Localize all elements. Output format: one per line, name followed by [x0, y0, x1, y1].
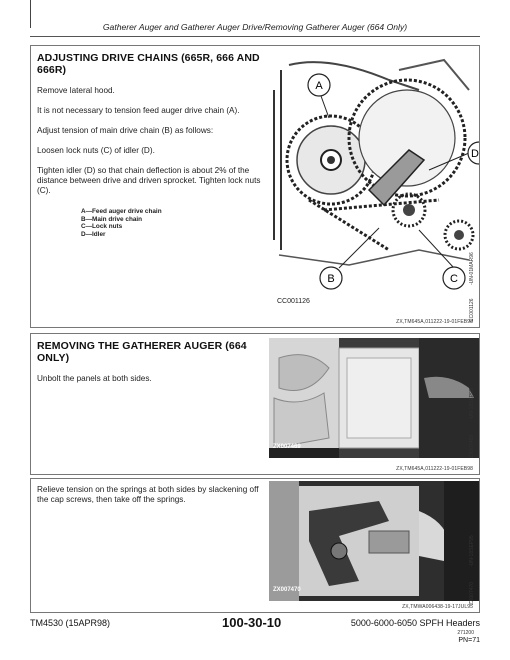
figure-caption: ZX,TMWA006438-19-17JUL95: [402, 604, 473, 610]
figure-side-code: ZX007470: [469, 581, 475, 605]
legend-item: B—Main drive chain: [81, 215, 143, 223]
paragraph: Unbolt the panels at both sides.: [37, 374, 152, 383]
footer-date: 271200: [457, 630, 474, 636]
section-adjusting-drive-chains: [30, 45, 480, 328]
figure-caption: ZX,TM645A,011222-19-01FEB98: [396, 319, 473, 325]
figure-caption: ZX,TM645A,011222-19-01FEB98: [396, 466, 473, 472]
paragraph: Loosen lock nuts (C) of idler (D).: [37, 146, 155, 155]
figure-id-label: ZX007470: [273, 587, 301, 593]
page-number: 100-30-10: [222, 615, 282, 630]
callout-d: D: [471, 148, 479, 160]
figure-side-code: CC001126: [469, 298, 475, 322]
manual-id: TM4530 (15APR98): [30, 618, 111, 628]
figure-id-label: CC001126: [277, 298, 310, 305]
product-name: 5000-6000-6050 SPFH Headers: [350, 618, 480, 628]
pn-number: PN=71: [458, 637, 480, 644]
panel-photo-image: [269, 338, 479, 458]
section-title: ADJUSTING DRIVE CHAINS (665R, 666 AND 666R): [37, 52, 260, 76]
running-header: Gatherer Auger and Gatherer Auger Drive/Removing Gatherer Auger (664 Only): [30, 22, 480, 37]
callout-b: B: [327, 273, 335, 285]
paragraph: It is not necessary to tension feed auger drive chain (A).: [37, 106, 240, 115]
spring-photo-image: [269, 481, 479, 601]
figure-side-date: -UN-18SEP95: [469, 388, 475, 420]
drive-chain-illustration: [269, 50, 479, 312]
legend-item: C—Lock nuts: [81, 223, 123, 231]
figure-side-code: ZX007469: [469, 434, 475, 458]
section-text: [37, 52, 269, 238]
paragraph: Tighten idler (D) so that chain deflection is about 2% of the distance between drive and driven sprocket. Tighten lock nuts (C).: [37, 166, 261, 195]
section-removing-gatherer-auger: [30, 333, 480, 475]
section-text: [37, 485, 269, 505]
paragraph: Remove lateral hood.: [37, 86, 115, 95]
section-text: [37, 340, 269, 384]
panel-photo: [269, 338, 479, 458]
legend-item: A—Feed auger drive chain: [81, 208, 162, 215]
legend-item: D—Idler: [81, 230, 106, 238]
figure-id-label: ZX007469: [273, 444, 301, 450]
figure-side-date: -UN-01MAR96: [469, 252, 475, 285]
paragraph: Adjust tension of main drive chain (B) as follows:: [37, 126, 214, 135]
spring-photo: [269, 481, 479, 601]
figure-side-date: -UN-18SEP95: [469, 535, 475, 567]
section-title: REMOVING THE GATHERER AUGER (664 ONLY): [37, 340, 247, 364]
figure-legend: [81, 208, 269, 238]
callout-c: C: [450, 273, 458, 285]
callout-a: A: [315, 80, 323, 92]
paragraph: Relieve tension on the springs at both sides by slackening off the cap screws, then take off the springs.: [37, 485, 259, 504]
section-relieve-spring-tension: [30, 478, 480, 613]
chain-drawing: [269, 50, 479, 312]
